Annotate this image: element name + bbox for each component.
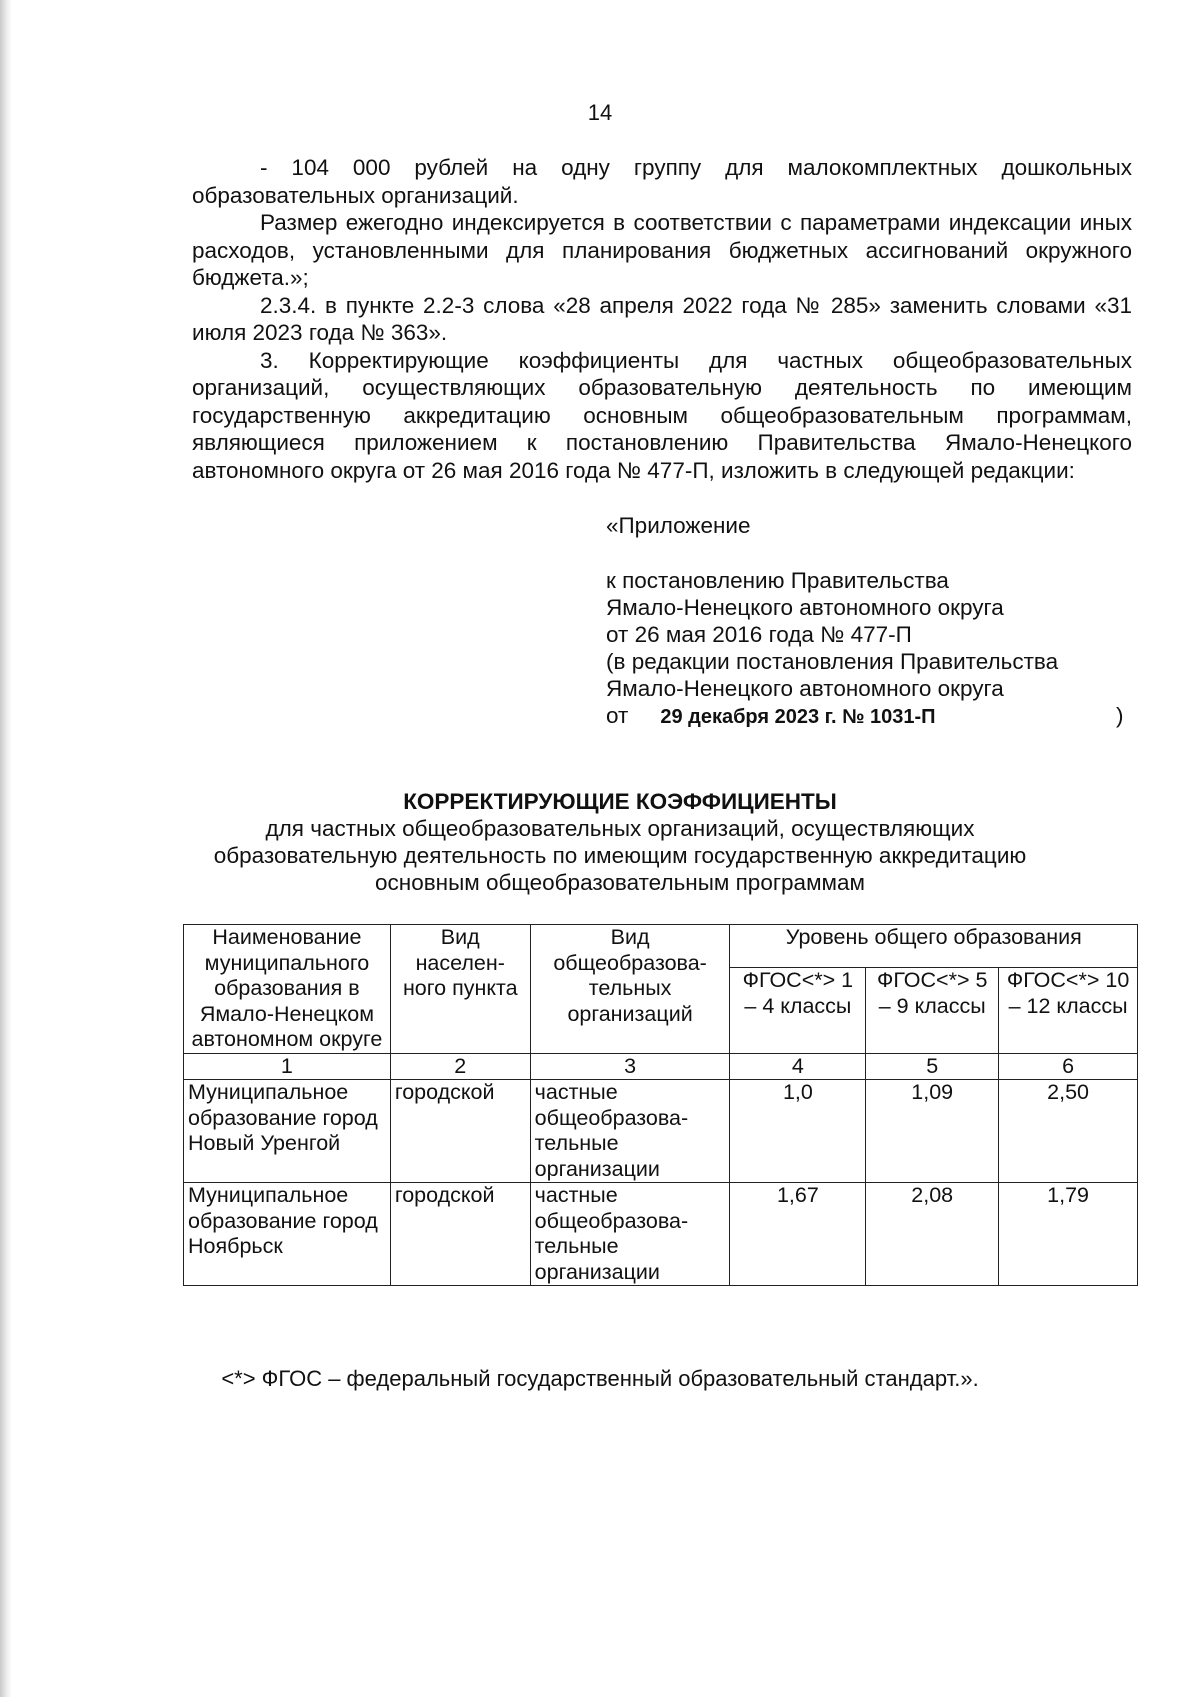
appendix-line: к постановлению Правительства <box>606 568 949 593</box>
footnote: <*> ФГОС – федеральный государственный образовательный стандарт.». <box>221 1366 979 1391</box>
cell-fgos-10-12: 2,50 <box>999 1080 1138 1183</box>
cell-org-type: частные общеобразова-тельные организации <box>530 1183 730 1286</box>
appendix-line: Ямало-Ненецкого автономного округа <box>606 595 1004 620</box>
cell-org-type: частные общеобразова-тельные организации <box>530 1080 730 1183</box>
column-number: 3 <box>530 1053 730 1080</box>
subtitle-line: образовательную деятельность по имеющим государственную аккредитацию <box>213 843 1027 868</box>
scan-edge-shadow <box>0 0 12 1697</box>
paragraph-2: Размер ежегодно индексируется в соответствии с параметрами индексации иных расходов, установленными для планирования бюджетных ассигнований окружного бюджета.»; <box>192 210 1132 290</box>
closing-paren: ) <box>1116 703 1124 728</box>
column-number: 4 <box>730 1053 866 1080</box>
title-block <box>180 788 1060 896</box>
appendix-date-line <box>606 702 1126 731</box>
table-header-row <box>184 925 1138 968</box>
cell-fgos-5-9: 2,08 <box>866 1183 999 1286</box>
resolution-date: 29 декабря 2023 г. № 1031-П <box>660 706 936 728</box>
header-org-type: Вид общеобразова-тельных организаций <box>530 925 730 1054</box>
header-fgos-10-12: ФГОС<*> 10 – 12 классы <box>999 968 1138 1053</box>
page-number: 14 <box>587 100 613 125</box>
body-text <box>192 154 1132 484</box>
appendix-heading: «Приложение <box>606 513 751 538</box>
appendix-line: (в редакции постановления Правительства <box>606 649 1059 674</box>
table-row <box>184 1183 1138 1286</box>
column-number-row <box>184 1053 1138 1080</box>
document-title: КОРРЕКТИРУЮЩИЕ КОЭФФИЦИЕНТЫ <box>403 789 837 814</box>
cell-municipality: Муниципальное образование город Новый Уренгой <box>184 1080 391 1183</box>
date-prefix: от <box>606 703 629 728</box>
subtitle-line: для частных общеобразовательных организаций, осуществляющих <box>265 816 975 841</box>
subtitle-line: основным общеобразовательным программам <box>375 870 865 895</box>
cell-fgos-10-12: 1,79 <box>999 1183 1138 1286</box>
cell-settlement-type: городской <box>390 1080 530 1183</box>
column-number: 2 <box>390 1053 530 1080</box>
column-number: 5 <box>866 1053 999 1080</box>
cell-fgos-5-9: 1,09 <box>866 1080 999 1183</box>
paragraph-4: 3. Корректирующие коэффициенты для частных общеобразовательных организаций, осуществляющих образовательную деятельность по имеющим государственную аккредитацию основным общеобразовательным программам, являющиеся приложением к постановлению Правительства Ямало-Ненецкого автономного округа от 26 мая 2016 года № 477-П, изложить в следующей редакции: <box>192 347 1132 483</box>
paragraph-3: 2.3.4. в пункте 2.2-3 слова «28 апреля 2022 года № 285» заменить словами «31 июля 2023 года № 363». <box>192 292 1132 345</box>
header-settlement-type: Вид населен-ного пункта <box>390 925 530 1054</box>
cell-fgos-1-4: 1,67 <box>730 1183 866 1286</box>
column-number: 1 <box>184 1053 391 1080</box>
appendix-block <box>606 512 1126 731</box>
header-education-level: Уровень общего образования <box>730 925 1138 968</box>
column-number: 6 <box>999 1053 1138 1080</box>
appendix-line: Ямало-Ненецкого автономного округа <box>606 676 1004 701</box>
cell-fgos-1-4: 1,0 <box>730 1080 866 1183</box>
table-row <box>184 1080 1138 1183</box>
paragraph-1: - 104 000 рублей на одну группу для малокомплектных дошкольных образовательных организаций. <box>192 155 1132 208</box>
coefficients-table <box>183 924 1138 1286</box>
header-fgos-1-4: ФГОС<*> 1 – 4 классы <box>730 968 866 1053</box>
cell-settlement-type: городской <box>390 1183 530 1286</box>
appendix-line: от 26 мая 2016 года № 477-П <box>606 622 912 647</box>
header-fgos-5-9: ФГОС<*> 5 – 9 классы <box>866 968 999 1053</box>
cell-municipality: Муниципальное образование город Ноябрьск <box>184 1183 391 1286</box>
header-municipality: Наименование муниципального образования в Ямало-Ненецком автономном округе <box>184 925 391 1054</box>
